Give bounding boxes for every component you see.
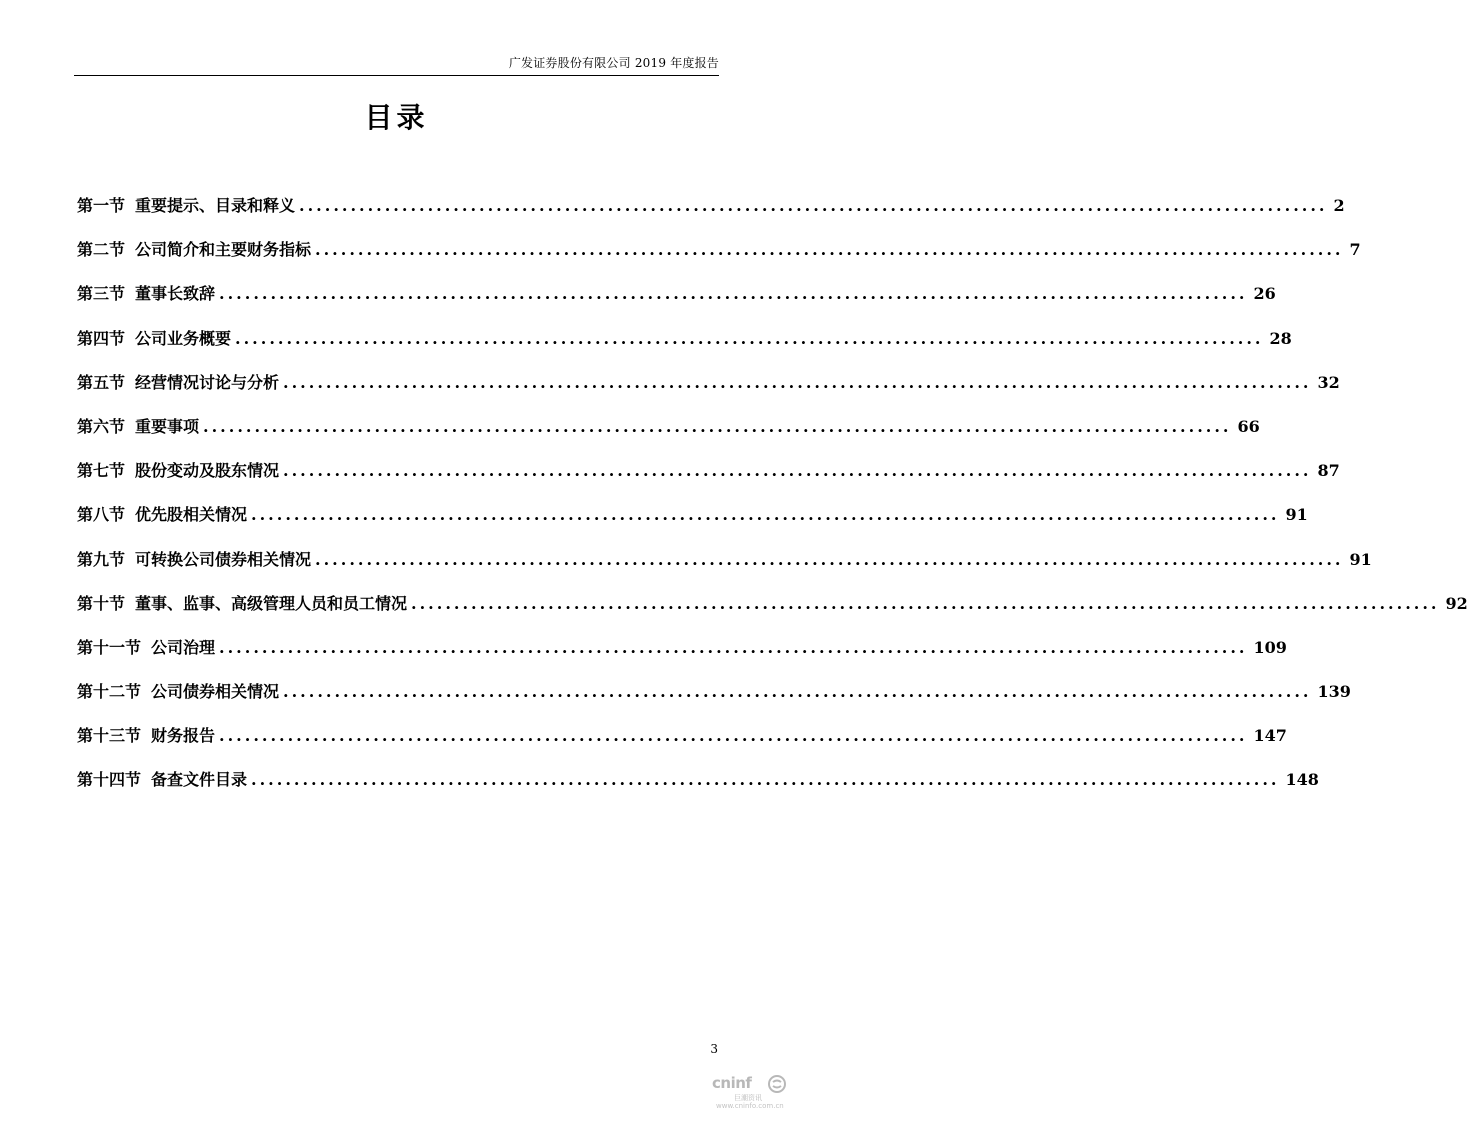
toc-section-title: 优先股相关情况	[135, 505, 248, 525]
toc-page-number: 92	[1445, 593, 1468, 613]
toc-page-number: 87	[1317, 461, 1340, 481]
toc-section-number: 第四节	[77, 328, 126, 348]
toc-section-title: 公司业务概要	[135, 328, 232, 348]
toc-section-number: 第十一节	[77, 637, 142, 657]
toc-dot-leader: ........................................................................................................................	[283, 682, 1312, 702]
toc-dot-leader: ........................................................................................................................	[251, 770, 1280, 790]
toc-dot-leader: ........................................................................................................................	[315, 240, 1344, 260]
toc-dot-leader: ........................................................................................................................	[219, 726, 1248, 746]
toc-section-title: 备查文件目录	[151, 770, 248, 790]
toc-entry[interactable]	[77, 237, 1361, 281]
toc-page-number: 148	[1285, 770, 1319, 790]
toc-entry[interactable]	[77, 723, 1287, 767]
toc-page-number: 91	[1349, 549, 1372, 569]
toc-section-number: 第一节	[77, 196, 126, 215]
watermark-subtitle: 巨潮资讯	[734, 1094, 762, 1102]
toc-dot-leader: ........................................................................................................................	[315, 549, 1344, 569]
toc-section-number: 第五节	[77, 372, 126, 392]
toc-dot-leader: ........................................................................................................................	[235, 328, 1264, 348]
toc-page-number: 7	[1349, 240, 1361, 260]
toc-page-number: 66	[1237, 416, 1260, 436]
toc-section-title: 经营情况讨论与分析	[135, 372, 280, 392]
toc-section-title: 重要提示、目录和释义	[135, 196, 296, 215]
toc-page-number: 2	[1333, 196, 1345, 215]
toc-entry[interactable]	[77, 281, 1276, 325]
watermark-url: www.cninfo.com.cn	[716, 1102, 784, 1110]
page-header: 广发证券股份有限公司 2019 年度报告	[74, 54, 719, 76]
toc-section-title: 公司治理	[151, 637, 216, 657]
toc-section-title: 董事、监事、高级管理人员和员工情况	[135, 593, 408, 613]
toc-section-title: 公司简介和主要财务指标	[135, 240, 312, 260]
page-title: 目录	[364, 101, 429, 134]
toc-dot-leader: ........................................................................................................................	[283, 372, 1312, 392]
toc-page-number: 91	[1285, 505, 1308, 525]
toc-dot-leader: ........................................................................................................................	[219, 284, 1248, 304]
toc-page-number: 109	[1253, 637, 1287, 657]
toc-section-number: 第十三节	[77, 726, 142, 746]
toc-section-number: 第十节	[77, 593, 126, 613]
toc-page-number: 147	[1253, 726, 1287, 746]
toc-section-title: 股份变动及股东情况	[135, 461, 280, 481]
toc-entry[interactable]	[77, 635, 1287, 679]
toc-entry[interactable]	[77, 547, 1372, 591]
toc-section-title: 可转换公司债券相关情况	[135, 549, 312, 569]
toc-section-number: 第十四节	[77, 770, 142, 790]
table-of-contents	[77, 193, 1468, 812]
toc-page-number: 26	[1253, 284, 1276, 304]
toc-entry[interactable]	[77, 458, 1340, 502]
toc-section-number: 第八节	[77, 505, 126, 525]
watermark-brand: cninf	[712, 1074, 752, 1092]
toc-page-number: 28	[1269, 328, 1292, 348]
toc-dot-leader: ........................................................................................................................	[299, 196, 1328, 215]
cninfo-logo-icon	[768, 1075, 786, 1093]
toc-section-number: 第九节	[77, 549, 126, 569]
toc-entry[interactable]	[77, 326, 1292, 370]
cninfo-watermark	[712, 1074, 788, 1114]
toc-section-title: 财务报告	[151, 726, 216, 746]
toc-section-number: 第十二节	[77, 682, 142, 702]
toc-entry[interactable]	[77, 679, 1351, 723]
toc-dot-leader: ........................................................................................................................	[219, 637, 1248, 657]
toc-page-number: 32	[1317, 372, 1340, 392]
toc-dot-leader: ........................................................................................................................	[411, 593, 1440, 613]
toc-entry[interactable]	[77, 414, 1260, 458]
toc-dot-leader: ........................................................................................................................	[203, 416, 1232, 436]
toc-section-title: 公司债券相关情况	[151, 682, 280, 702]
toc-section-title: 重要事项	[135, 416, 200, 436]
toc-entry[interactable]	[77, 502, 1308, 546]
toc-page-number: 139	[1317, 682, 1351, 702]
toc-section-number: 第七节	[77, 461, 126, 481]
page-number: 3	[710, 1042, 718, 1056]
toc-section-title: 董事长致辞	[135, 284, 216, 304]
toc-section-number: 第三节	[77, 284, 126, 304]
toc-dot-leader: ........................................................................................................................	[283, 461, 1312, 481]
toc-section-number: 第六节	[77, 416, 126, 436]
toc-entry[interactable]	[77, 591, 1468, 635]
toc-dot-leader: ........................................................................................................................	[251, 505, 1280, 525]
toc-entry[interactable]	[77, 193, 1345, 237]
toc-entry[interactable]	[77, 767, 1319, 811]
toc-section-number: 第二节	[77, 240, 126, 260]
toc-entry[interactable]	[77, 370, 1340, 414]
